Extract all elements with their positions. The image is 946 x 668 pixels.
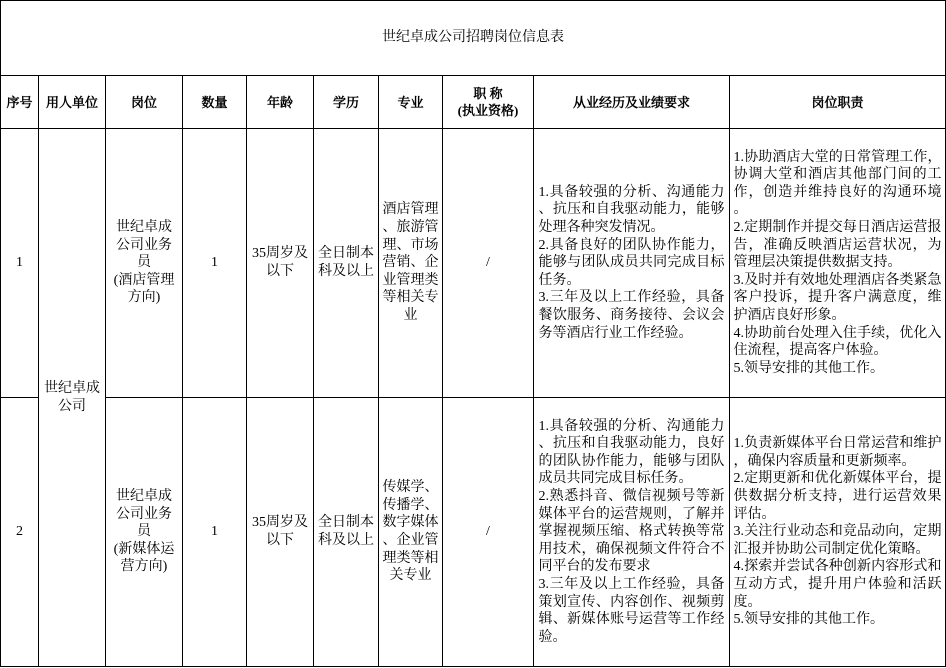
header-qualification [443, 76, 534, 129]
header-index: 序号 [1, 76, 39, 129]
cell-qualification: / [443, 398, 534, 667]
duty-item: 2.定期更新和优化新媒体平台，提供数据分析支持，进行运营效果评估。 [733, 471, 942, 522]
experience-list [539, 418, 725, 647]
duties-list [734, 435, 942, 629]
age-text: 35周岁及以下 [252, 515, 308, 548]
header-education: 学历 [314, 76, 379, 129]
cell-position [106, 129, 183, 398]
duty-item: 3.及时并有效地处理酒店各类紧急客户投诉，提升客户满意度，维护酒店良好形象。 [733, 272, 942, 323]
title-row [1, 1, 946, 76]
header-quantity: 数量 [183, 76, 247, 129]
duty-item: 3.关注行业动态和竞品动向，定期汇报并协助公司制定优化策略。 [733, 524, 942, 557]
duty-item: 5.领导安排的其他工作。 [733, 612, 885, 628]
cell-major [379, 129, 443, 398]
header-qualification-title: 职 称 [473, 86, 503, 101]
employer-name: 世纪卓成公司 [44, 380, 100, 414]
header-employer: 用人单位 [39, 76, 106, 129]
header-major: 专业 [379, 76, 443, 129]
experience-item: 3.三年及以上工作经验，具备餐饮服务、商务接待、会议会务等酒店行业工作经验。 [538, 290, 725, 341]
header-row [1, 76, 946, 129]
cell-age [247, 398, 314, 667]
header-duties: 岗位职责 [730, 76, 946, 129]
experience-item: 1.具备较强的分析、沟通能力、抗压和自我驱动能力，良好的团队协作能力，能够与团队成员共同完成目标任务。 [538, 418, 725, 487]
cell-position [106, 398, 183, 667]
cell-index: 1 [1, 129, 39, 398]
cell-duties [730, 398, 946, 667]
cell-major [379, 398, 443, 667]
header-qualification-subtitle: (执业资格) [457, 103, 519, 118]
duty-item: 1.协助酒店大堂的日常管理工作，协调大堂和酒店其他部门间的工作，创造并维持良好的沟通环境。 [733, 149, 942, 218]
position-text [111, 488, 177, 576]
education-text: 全日制本科及以上 [318, 246, 374, 279]
age-text: 35周岁及以下 [252, 246, 308, 279]
cell-age [247, 129, 314, 398]
position-direction: (酒店管理方向) [113, 272, 175, 306]
position-direction: (新媒体运营方向) [113, 541, 175, 575]
major-text: 酒店管理、旅游管理、市场营销、企业管理类等相关专业 [382, 202, 439, 323]
cell-qualification: / [443, 129, 534, 398]
experience-item: 2.具备良好的团队协作能力，能够与团队成员共同完成目标任务。 [538, 237, 725, 288]
duty-item: 5.领导安排的其他工作。 [733, 360, 885, 376]
education-text: 全日制本科及以上 [318, 515, 374, 548]
major-text: 传媒学、传播学、数字媒体、企业管理类等相关专业 [382, 480, 439, 584]
cell-education [314, 398, 379, 667]
experience-item: 2.熟悉抖音、微信视频号等新媒体平台的运营规则，了解并掌握视频压缩、格式转换等常用技术，确保视频文件符合不同平台的发布要求 [538, 489, 725, 575]
header-age: 年龄 [247, 76, 314, 129]
duties-list [734, 149, 942, 378]
duty-item: 4.探索并尝试各种创新内容形式和互动方式，提升用户体验和活跃度。 [733, 559, 942, 610]
duty-item: 1.负责新媒体平台日常运营和维护，确保内容质量和更新频率。 [733, 436, 942, 469]
table-title: 世纪卓成公司招聘岗位信息表 [1, 1, 946, 76]
duty-item: 2.定期制作并提交每日酒店运营报告，准确反映酒店运营状况，为管理层决策提供数据支持。 [733, 220, 942, 271]
cell-education [314, 129, 379, 398]
position-name: 世纪卓成公司业务员 [116, 489, 172, 540]
header-position: 岗位 [106, 76, 183, 129]
cell-employer [39, 129, 106, 667]
cell-experience [534, 398, 730, 667]
experience-list [539, 184, 725, 342]
position-name: 世纪卓成公司业务员 [116, 220, 172, 271]
experience-item: 1.具备较强的分析、沟通能力、抗压和自我驱动能力，能够处理各种突发情况。 [538, 184, 725, 236]
cell-quantity: 1 [183, 129, 247, 398]
duty-item: 4.协助前台处理入住手续，优化入住流程，提高客户体验。 [733, 325, 942, 359]
table-row [1, 129, 946, 398]
table-row [1, 398, 946, 667]
cell-index: 2 [1, 398, 39, 667]
header-experience: 从业经历及业绩要求 [534, 76, 730, 129]
cell-experience [534, 129, 730, 398]
experience-item: 3.三年及以上工作经验，具备策划宣传、内容创作、视频剪辑、新媒体账号运营等工作经验。 [538, 576, 725, 645]
cell-quantity: 1 [183, 398, 247, 667]
cell-duties [730, 129, 946, 398]
position-text [111, 219, 177, 307]
